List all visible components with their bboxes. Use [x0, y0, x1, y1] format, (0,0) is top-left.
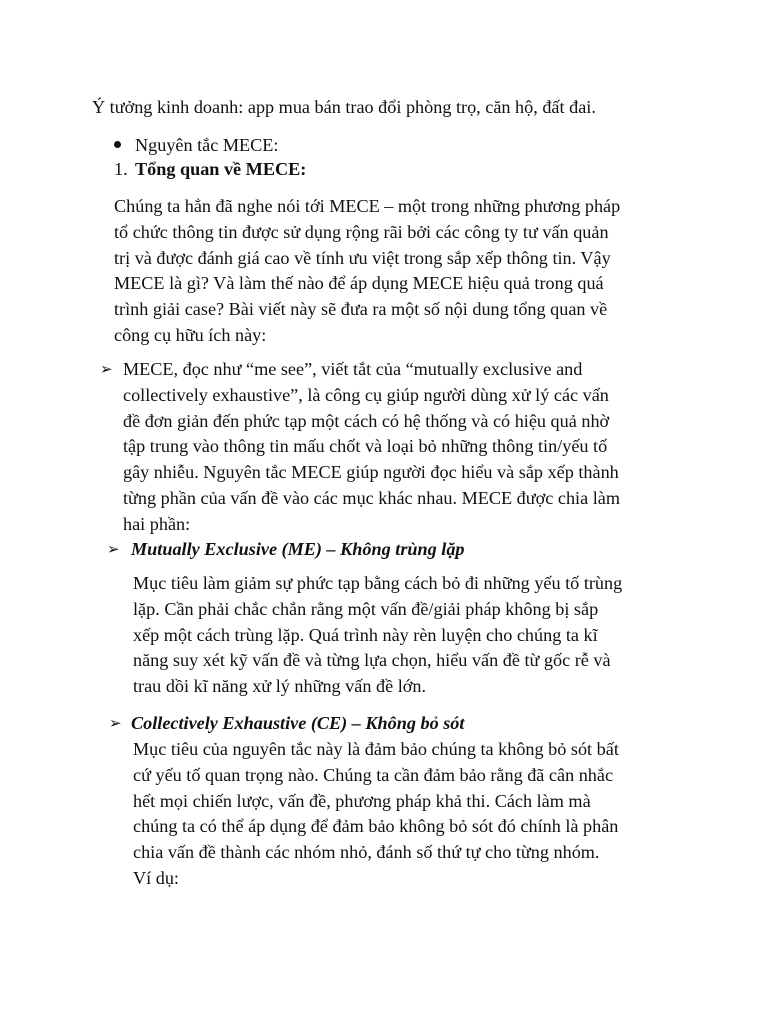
- paragraph-line: trình giải case? Bài viết này sẽ đưa ra một số nội dung tổng quan về: [114, 299, 608, 320]
- paragraph-line: hết mọi chiến lược, vấn đề, phương pháp khả thi. Cách làm mà: [133, 790, 591, 811]
- paragraph-line: Ví dụ:: [133, 867, 179, 888]
- paragraph-line: Chúng ta hẳn đã nghe nói tới MECE – một trong những phương pháp: [114, 196, 621, 216]
- bullet-text: Nguyên tắc MECE:: [135, 135, 279, 155]
- paragraph-line: trau dồi kĩ năng xử lý những vấn đề lớn.: [133, 676, 427, 697]
- paragraph-line: tổ chức thông tin được sử dụng rộng rãi bởi các công ty tư vấn quản: [114, 221, 609, 242]
- paragraph-line: từng phần của vấn đề vào các mục khác nhau. MECE được chia làm: [123, 487, 620, 508]
- paragraph-line: tập trung vào thông tin mấu chốt và loại bỏ những thông tin/yếu tố: [123, 436, 608, 457]
- paragraph-line: Mục tiêu làm giảm sự phức tạp bằng cách bỏ đi những yếu tố trùng: [133, 573, 623, 593]
- paragraph-line: chia vấn đề thành các nhóm nhỏ, đánh số thứ tự cho từng nhóm.: [133, 842, 600, 863]
- ce-paragraph: [133, 737, 708, 892]
- paragraph-line: trị và được đánh giá cao về tính ưu việt trong sắp xếp thông tin. Vậy: [114, 247, 611, 268]
- me-paragraph: [133, 571, 708, 700]
- paragraph-line: đề đơn giản đến phức tạp một cách có hệ thống và có hiệu quả nhờ: [123, 410, 610, 431]
- section-heading: [114, 157, 306, 181]
- section-number: 1.: [114, 159, 128, 179]
- paragraph-line: xếp một cách trùng lặp. Quá trình này rèn luyện cho chúng ta kĩ: [133, 624, 598, 645]
- arrow-bullet-icon: ➢: [107, 540, 120, 558]
- ce-heading-text: Collectively Exhaustive (CE) – Không bỏ sót: [131, 713, 465, 733]
- intro-paragraph: [114, 194, 689, 349]
- paragraph-line: chúng ta có thể áp dụng để đảm bảo không bỏ sót đó chính là phân: [133, 816, 619, 837]
- paragraph-line: collectively exhaustive”, là công cụ giúp người dùng xử lý các vấn: [123, 384, 609, 405]
- paragraph-line: cứ yếu tố quan trọng nào. Chúng ta cần đảm bảo rằng đã cân nhắc: [133, 764, 614, 785]
- intro-line: Ý tưởng kinh doanh: app mua bán trao đổi phòng trọ, căn hộ, đất đai.: [92, 97, 596, 117]
- paragraph-line: MECE là gì? Và làm thế nào để áp dụng MECE hiệu quả trong quá: [114, 273, 604, 294]
- definition-text: [123, 357, 620, 538]
- arrow-bullet-icon: ➢: [109, 714, 122, 732]
- bullet-dot-icon: [114, 141, 121, 148]
- paragraph-line: hai phần:: [123, 513, 191, 534]
- paragraph-line: lặp. Cần phải chắc chắn rằng một vấn đề/giải pháp không bị sắp: [133, 598, 599, 619]
- me-heading-text: Mutually Exclusive (ME) – Không trùng lặp: [131, 539, 465, 559]
- paragraph-line: gây nhiễu. Nguyên tắc MECE giúp người đọc hiểu và sắp xếp thành: [123, 462, 619, 483]
- paragraph-line: công cụ hữu ích này:: [114, 324, 267, 345]
- arrow-bullet-icon: ➢: [100, 360, 113, 378]
- paragraph-line: năng suy xét kỹ vấn đề và từng lựa chọn, hiểu vấn đề từ gốc rễ và: [133, 650, 611, 671]
- paragraph-line: Mục tiêu của nguyên tắc này là đảm bảo chúng ta không bỏ sót bất: [133, 739, 619, 759]
- paragraph-line: MECE, đọc như “me see”, viết tắt của “mutually exclusive and: [123, 359, 583, 379]
- section-title: Tổng quan về MECE:: [135, 159, 307, 179]
